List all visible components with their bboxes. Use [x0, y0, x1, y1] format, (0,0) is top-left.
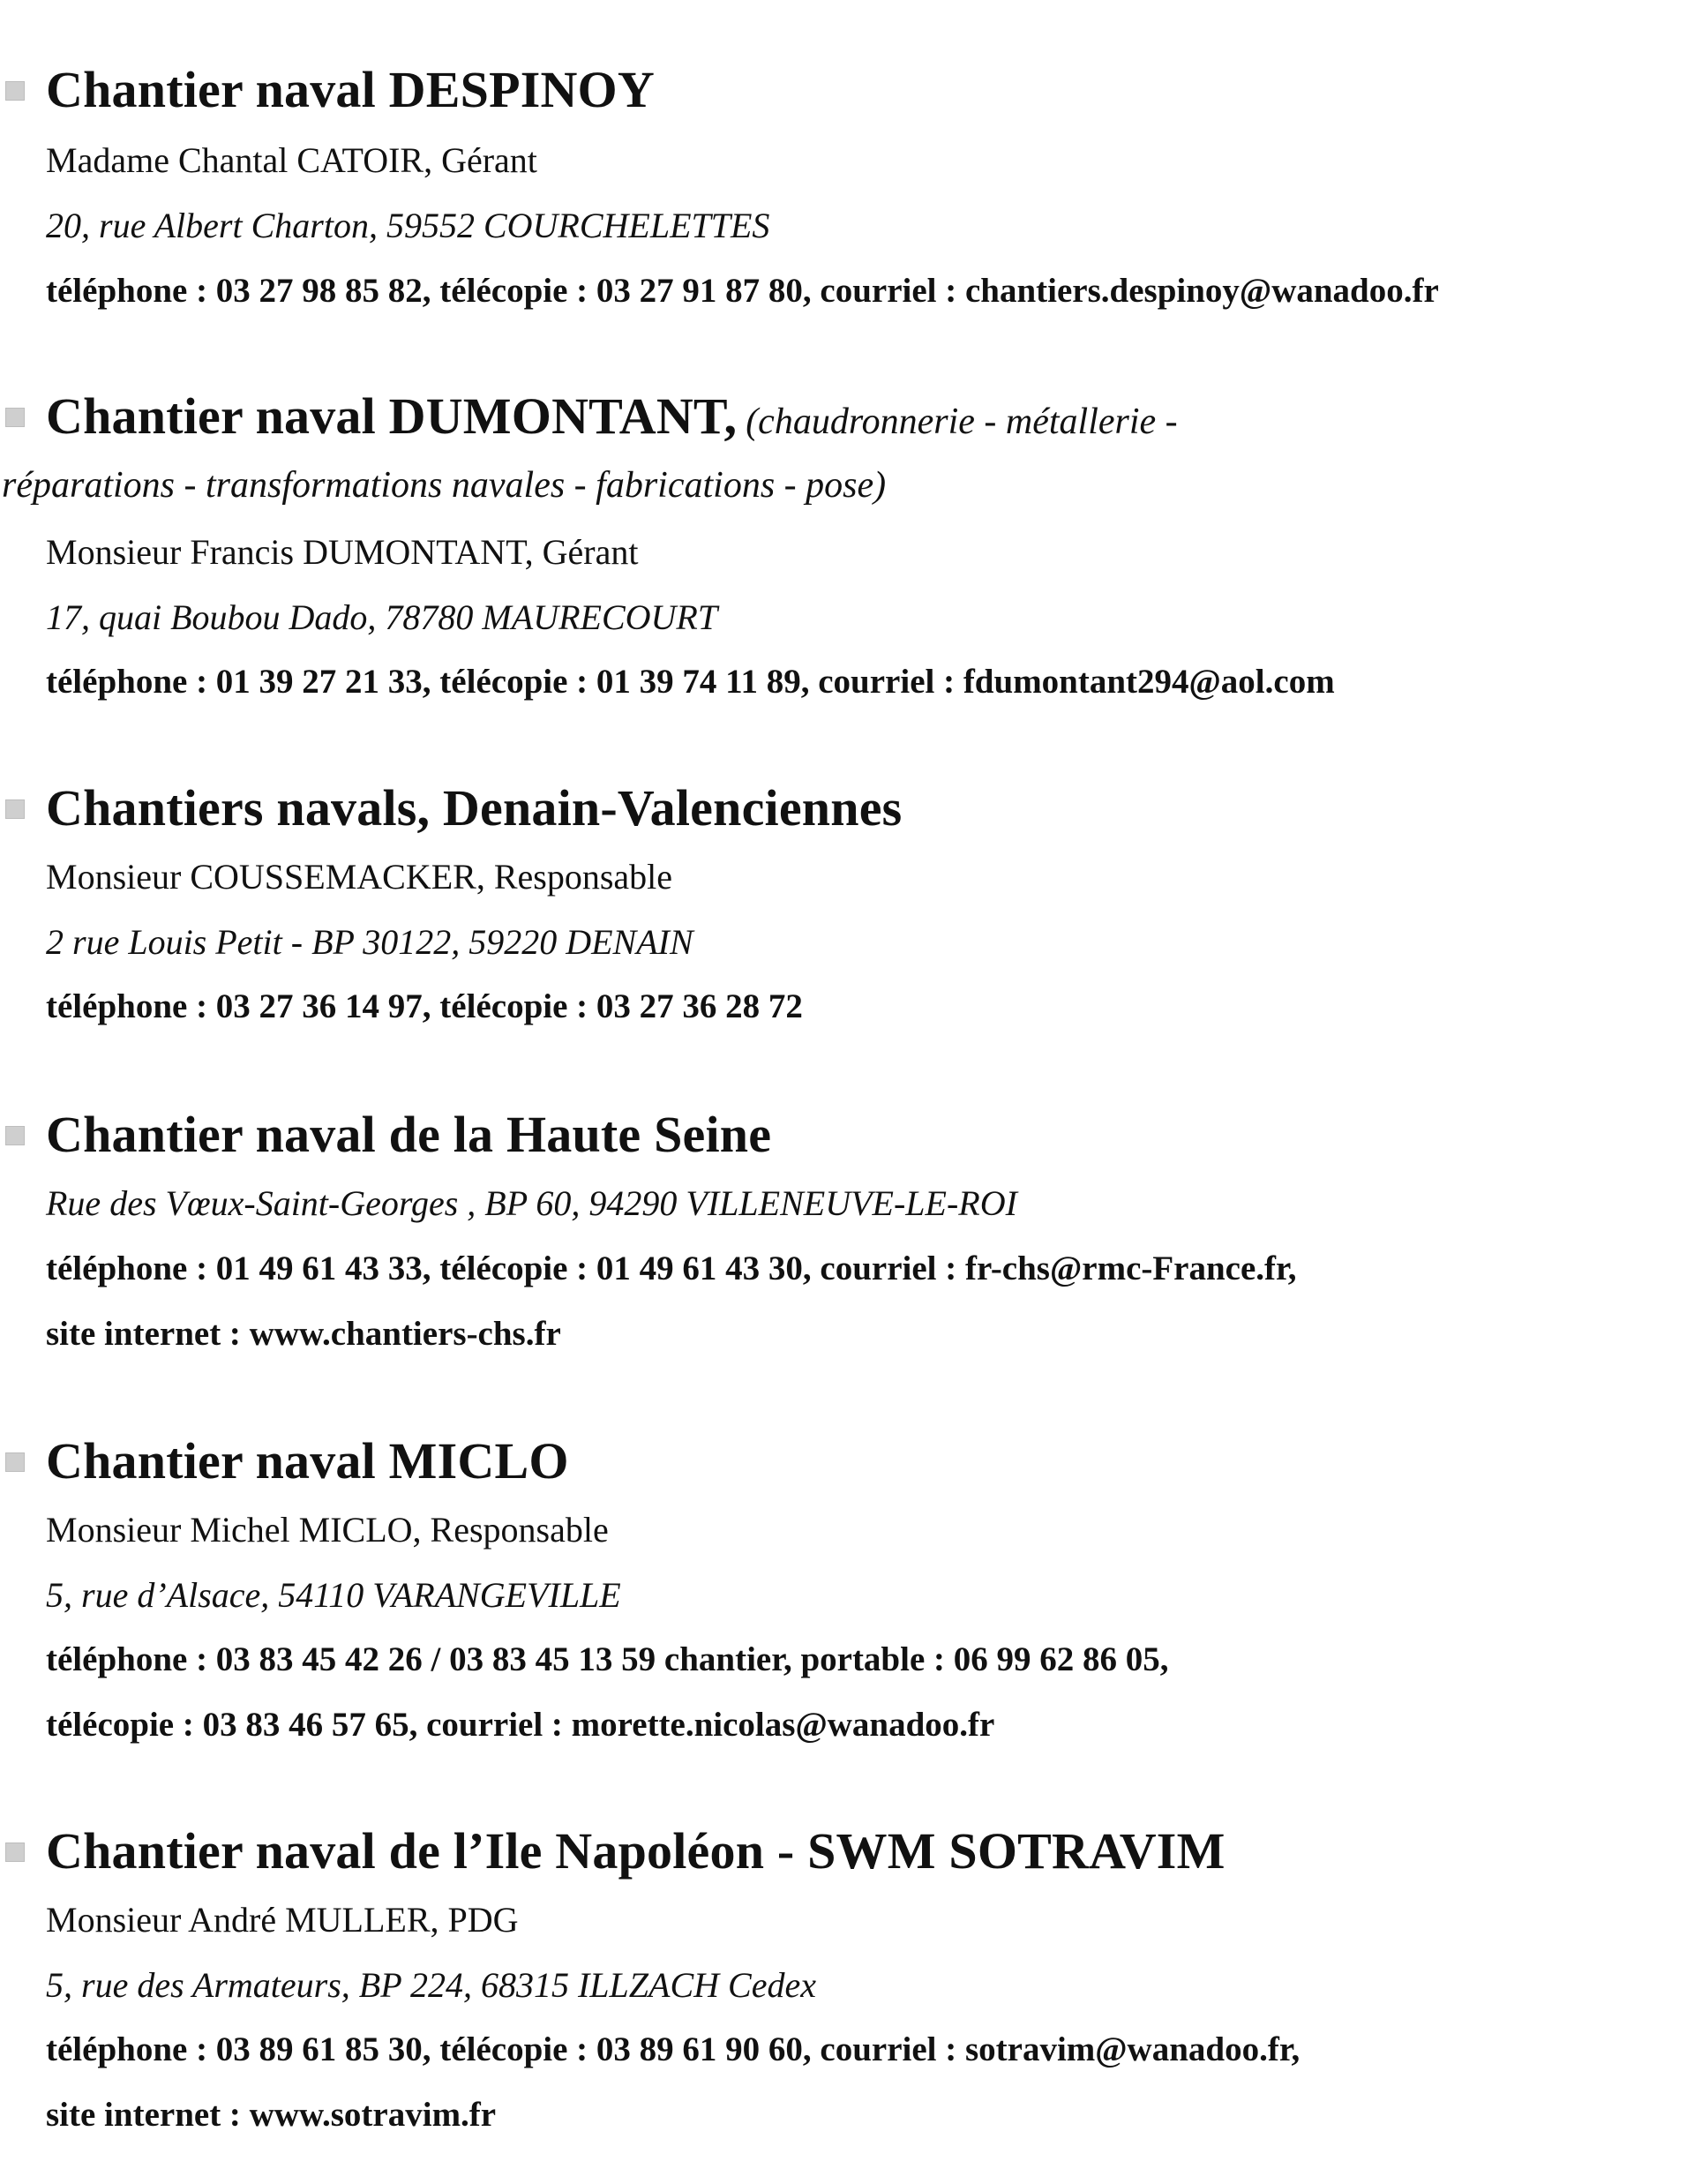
entry-info-line: télécopie : 03 83 46 57 65, courriel : morette.nicolas@wanadoo.fr [46, 1706, 995, 1744]
entry-contact: Monsieur COUSSEMACKER, Responsable [46, 857, 673, 897]
bullet-square-icon [5, 408, 25, 427]
entry-title: Chantier naval DESPINOY [46, 61, 655, 118]
entry-info-line: téléphone : 03 83 45 42 26 / 03 83 45 13 59 chantier, portable : 06 99 62 86 05, [46, 1640, 1169, 1678]
entry-title-note-continued: réparations - transformations navales - fabrications - pose) [2, 465, 887, 506]
entry-title-note: (chaudronnerie - métallerie - [746, 402, 1178, 442]
entry-title: Chantier naval de l’Ile Napoléon - SWM SOTRAVIM [46, 1822, 1226, 1880]
entry-contact: Monsieur Michel MICLO, Responsable [46, 1510, 609, 1550]
bullet-square-icon [5, 1452, 25, 1472]
entry-title-line [46, 387, 1178, 446]
entry-info-line: téléphone : 03 27 36 14 97, télécopie : 03 27 36 28 72 [46, 987, 803, 1025]
bullet-square-icon [5, 1843, 25, 1862]
entry-info-line: téléphone : 01 39 27 21 33, télécopie : 01 39 74 11 89, courriel : fdumontant294@aol.com [46, 663, 1335, 701]
entry-address: 5, rue d’Alsace, 54110 VARANGEVILLE [46, 1575, 621, 1615]
entry-address: Rue des Vœux-Saint-Georges , BP 60, 94290 VILLENEUVE-LE-ROI [46, 1183, 1017, 1223]
entry-title: Chantier naval DUMONTANT, [46, 387, 738, 445]
entry-address: 20, rue Albert Charton, 59552 COURCHELETTES [46, 206, 770, 245]
entry-info-line: site internet : www.chantiers-chs.fr [46, 1315, 561, 1353]
entry-title: Chantier naval de la Haute Seine [46, 1106, 772, 1163]
bullet-square-icon [5, 1126, 25, 1145]
entry-contact: Madame Chantal CATOIR, Gérant [46, 140, 537, 180]
entry-title: Chantier naval MICLO [46, 1432, 569, 1490]
entry-contact: Monsieur André MULLER, PDG [46, 1900, 519, 1940]
entry-contact: Monsieur Francis DUMONTANT, Gérant [46, 532, 639, 572]
entry-title: Chantiers navals, Denain-Valenciennes [46, 779, 903, 837]
bullet-square-icon [5, 81, 25, 101]
entry-info-line: téléphone : 01 49 61 43 33, télécopie : 01 49 61 43 30, courriel : fr-chs@rmc-France.fr, [46, 1250, 1297, 1287]
entry-address: 2 rue Louis Petit - BP 30122, 59220 DENAIN [46, 922, 693, 962]
entry-address: 5, rue des Armateurs, BP 224, 68315 ILLZACH Cedex [46, 1965, 816, 2005]
bullet-square-icon [5, 799, 25, 819]
entry-address: 17, quai Boubou Dado, 78780 MAURECOURT [46, 597, 718, 637]
entry-info-line: téléphone : 03 89 61 85 30, télécopie : 03 89 61 90 60, courriel : sotravim@wanadoo.fr, [46, 2030, 1300, 2068]
entry-info-line: téléphone : 03 27 98 85 82, télécopie : 03 27 91 87 80, courriel : chantiers.despinoy@wanadoo.fr [46, 272, 1439, 310]
entry-info-line: site internet : www.sotravim.fr [46, 2096, 497, 2134]
